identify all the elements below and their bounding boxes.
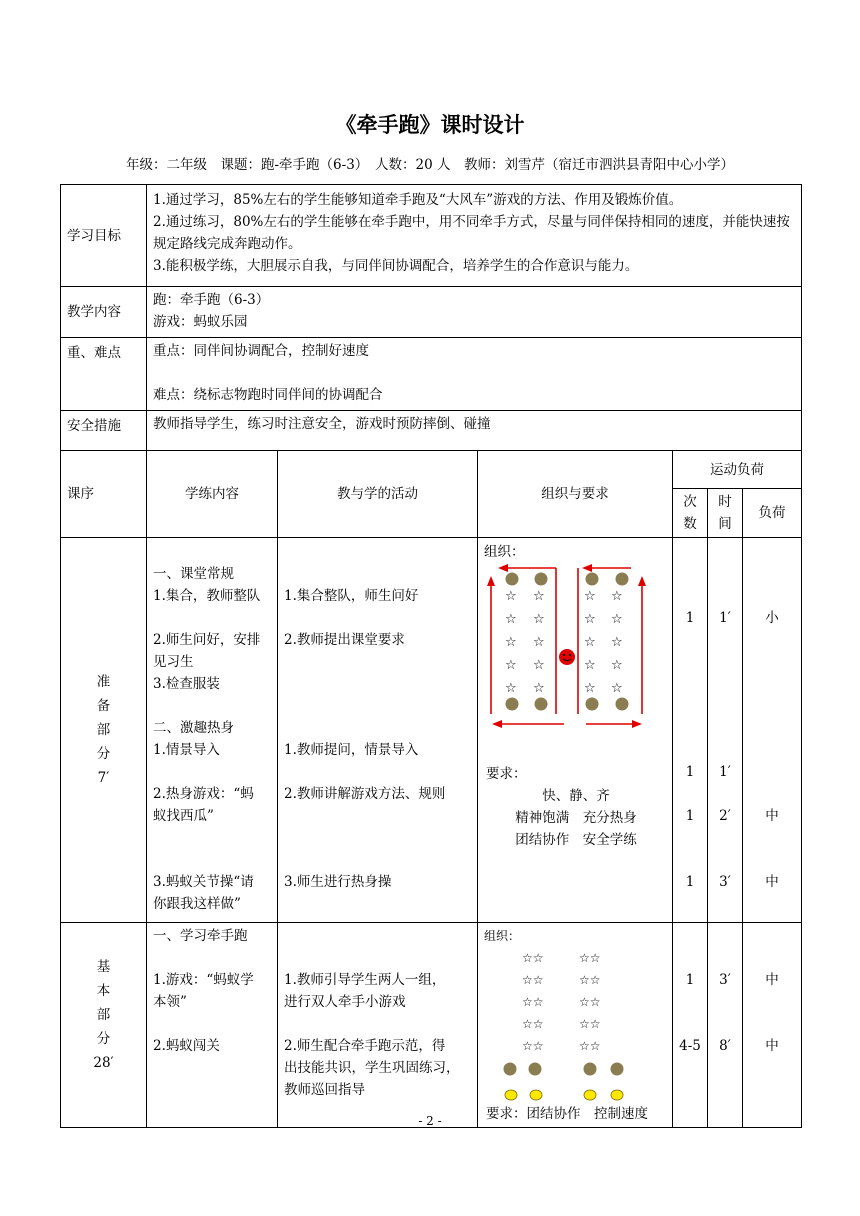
basic-formation-diagram <box>478 923 672 1127</box>
cone-markers <box>505 1090 623 1100</box>
prep-time: 1′ 1′ 2′ 3′ <box>708 538 743 923</box>
svg-text:☆: ☆ <box>533 681 545 696</box>
cone-icon <box>505 1090 517 1100</box>
svg-text:☆☆: ☆☆ <box>522 973 544 987</box>
basic-content: 一、学习牵手跑 1.游戏：“蚂蚁学 本领” 2.蚂蚁闯关 <box>147 923 278 1128</box>
lesson-plan-table <box>60 184 802 1128</box>
keypoints-cell <box>147 338 802 411</box>
svg-text:☆: ☆ <box>505 658 517 673</box>
safety-label: 安全措施 <box>61 411 147 451</box>
objectives-row <box>61 185 802 287</box>
svg-text:☆: ☆ <box>611 589 623 604</box>
objective-item: 2.通过练习，80%左右的学生能够在牵手跑中，用不同牵手方式，尽量与同伴保持相同的速度，并能快速按规定路线完成奔跑动作。 <box>153 214 790 252</box>
content-cell <box>147 287 802 338</box>
student-dot <box>586 698 599 711</box>
content-line: 跑：牵手跑（6-3） <box>153 292 270 308</box>
basic-organization <box>478 923 673 1128</box>
svg-text:☆☆: ☆☆ <box>522 951 544 965</box>
svg-text:☆: ☆ <box>584 612 596 627</box>
basic-count: 1 4-5 <box>673 923 708 1128</box>
header-time: 时 间 <box>708 489 743 538</box>
cone-icon <box>611 1090 623 1100</box>
header-content: 学练内容 <box>147 451 278 538</box>
page-title: 《牵手跑》课时设计 <box>335 113 525 137</box>
header-row-1 <box>61 451 802 489</box>
prep-organization <box>478 538 673 923</box>
prep-content: 一、课堂常规 1.集合，教师整队 2.师生问好，安排 见习生 3.检查服装 二、激趣热身 1.情景导入 2.热身游戏：“蚂 蚁找西瓜” 3.蚂蚁关节操“请 你跟我这样做” <box>147 538 278 923</box>
svg-text:☆☆: ☆☆ <box>579 1017 601 1031</box>
prep-count: 1 1 1 1 <box>673 538 708 923</box>
basic-requirements: 要求：团结协作 控制速度 <box>486 1106 648 1122</box>
key-point: 重点：同伴间协调配合，控制好速度 <box>153 343 369 359</box>
svg-text:☆: ☆ <box>533 589 545 604</box>
header-organization: 组织与要求 <box>478 451 673 538</box>
objective-item: 3.能积极学练，大胆展示自我，与同伴间协调配合，培养学生的合作意识与能力。 <box>153 258 639 274</box>
svg-text:☆: ☆ <box>533 635 545 650</box>
student-dot <box>616 698 629 711</box>
svg-text:☆: ☆ <box>584 635 596 650</box>
svg-text:☆: ☆ <box>584 589 596 604</box>
basic-time: 3′ 8′ <box>708 923 743 1128</box>
content-label: 教学内容 <box>61 287 147 338</box>
svg-text:☆☆: ☆☆ <box>522 1039 544 1053</box>
objectives-cell <box>147 185 802 287</box>
basic-load: 中 中 <box>743 923 802 1128</box>
cone-icon <box>530 1090 542 1100</box>
student-dot <box>616 573 629 586</box>
basic-section-label: 基 本 部 分 28′ <box>61 923 147 1128</box>
student-dot <box>584 1063 597 1076</box>
pair-star-formation <box>522 951 601 1053</box>
svg-text:☆: ☆ <box>505 681 517 696</box>
student-dot <box>535 698 548 711</box>
svg-text:☆: ☆ <box>533 658 545 673</box>
keypoints-label: 重、难点 <box>61 338 147 411</box>
basic-row <box>61 923 802 1128</box>
svg-text:☆: ☆ <box>611 612 623 627</box>
prep-row <box>61 538 802 923</box>
svg-text:☆: ☆ <box>611 635 623 650</box>
svg-text:☆: ☆ <box>611 681 623 696</box>
safety-row <box>61 411 802 451</box>
objective-item: 1.通过学习，85%左右的学生能够知道牵手跑及“大风车”游戏的方法、作用及锻炼价值。 <box>153 192 683 208</box>
objectives-label: 学习目标 <box>61 185 147 287</box>
student-dot <box>506 698 519 711</box>
svg-text:☆☆: ☆☆ <box>579 995 601 1009</box>
student-dot <box>529 1063 542 1076</box>
student-dot <box>535 573 548 586</box>
basic-org-label: 组织： <box>484 929 521 943</box>
keypoints-row <box>61 338 802 411</box>
svg-text:☆: ☆ <box>505 589 517 604</box>
prep-org-label: 组织： <box>484 544 525 560</box>
svg-text:☆☆: ☆☆ <box>579 973 601 987</box>
content-line: 游戏：蚂蚁乐园 <box>153 314 248 330</box>
svg-text:☆☆: ☆☆ <box>579 1039 601 1053</box>
svg-text:☆: ☆ <box>533 612 545 627</box>
student-dot <box>504 1063 517 1076</box>
svg-text:☆: ☆ <box>584 681 596 696</box>
svg-text:☆☆: ☆☆ <box>579 951 601 965</box>
header-order: 课序 <box>61 451 147 538</box>
prep-requirements: 要求： 快、静、齐 精神饱满 充分热身 团结协作 安全学练 <box>486 766 637 848</box>
svg-text:☆☆: ☆☆ <box>522 995 544 1009</box>
content-row <box>61 287 802 338</box>
prep-section-label: 准 备 部 分 7′ <box>61 538 147 923</box>
prep-formation-diagram <box>478 538 672 922</box>
student-dots <box>504 1063 624 1076</box>
cone-icon <box>584 1090 596 1100</box>
teacher-icon <box>559 649 575 665</box>
star-formation <box>505 589 623 696</box>
svg-text:☆: ☆ <box>505 612 517 627</box>
basic-activity: 1.教师引导学生两人一组， 进行双人牵手小游戏 2.师生配合牵手跑示范，得 出技能共识，学生巩固练习， 教师巡回指导 <box>278 923 478 1128</box>
page-number: - 2 - <box>418 1114 442 1128</box>
header-load: 负荷 <box>743 489 802 538</box>
prep-load: 小 中 中 <box>743 538 802 923</box>
student-dot <box>586 573 599 586</box>
difficult-point: 难点：绕标志物跑时同伴间的协调配合 <box>153 387 383 403</box>
prep-activity: 1.集合整队，师生问好 2.教师提出课堂要求 1.教师提问，情景导入 2.教师讲解游戏方法、规则 3.师生进行热身操 <box>278 538 478 923</box>
lesson-info: 年级：二年级 课题：跑-牵手跑（6-3） 人数：20 人 教师：刘雪芹（宿迁市泗洪县青阳中心小学） <box>125 157 735 173</box>
header-load-group: 运动负荷 <box>673 451 802 489</box>
student-dot <box>506 573 519 586</box>
header-count: 次 数 <box>673 489 708 538</box>
safety-text: 教师指导学生，练习时注意安全，游戏时预防摔倒、碰撞 <box>147 411 802 451</box>
svg-text:☆: ☆ <box>505 635 517 650</box>
svg-text:☆: ☆ <box>611 658 623 673</box>
student-dot <box>611 1063 624 1076</box>
svg-text:☆: ☆ <box>584 658 596 673</box>
svg-text:☆☆: ☆☆ <box>522 1017 544 1031</box>
header-activity: 教与学的活动 <box>278 451 478 538</box>
